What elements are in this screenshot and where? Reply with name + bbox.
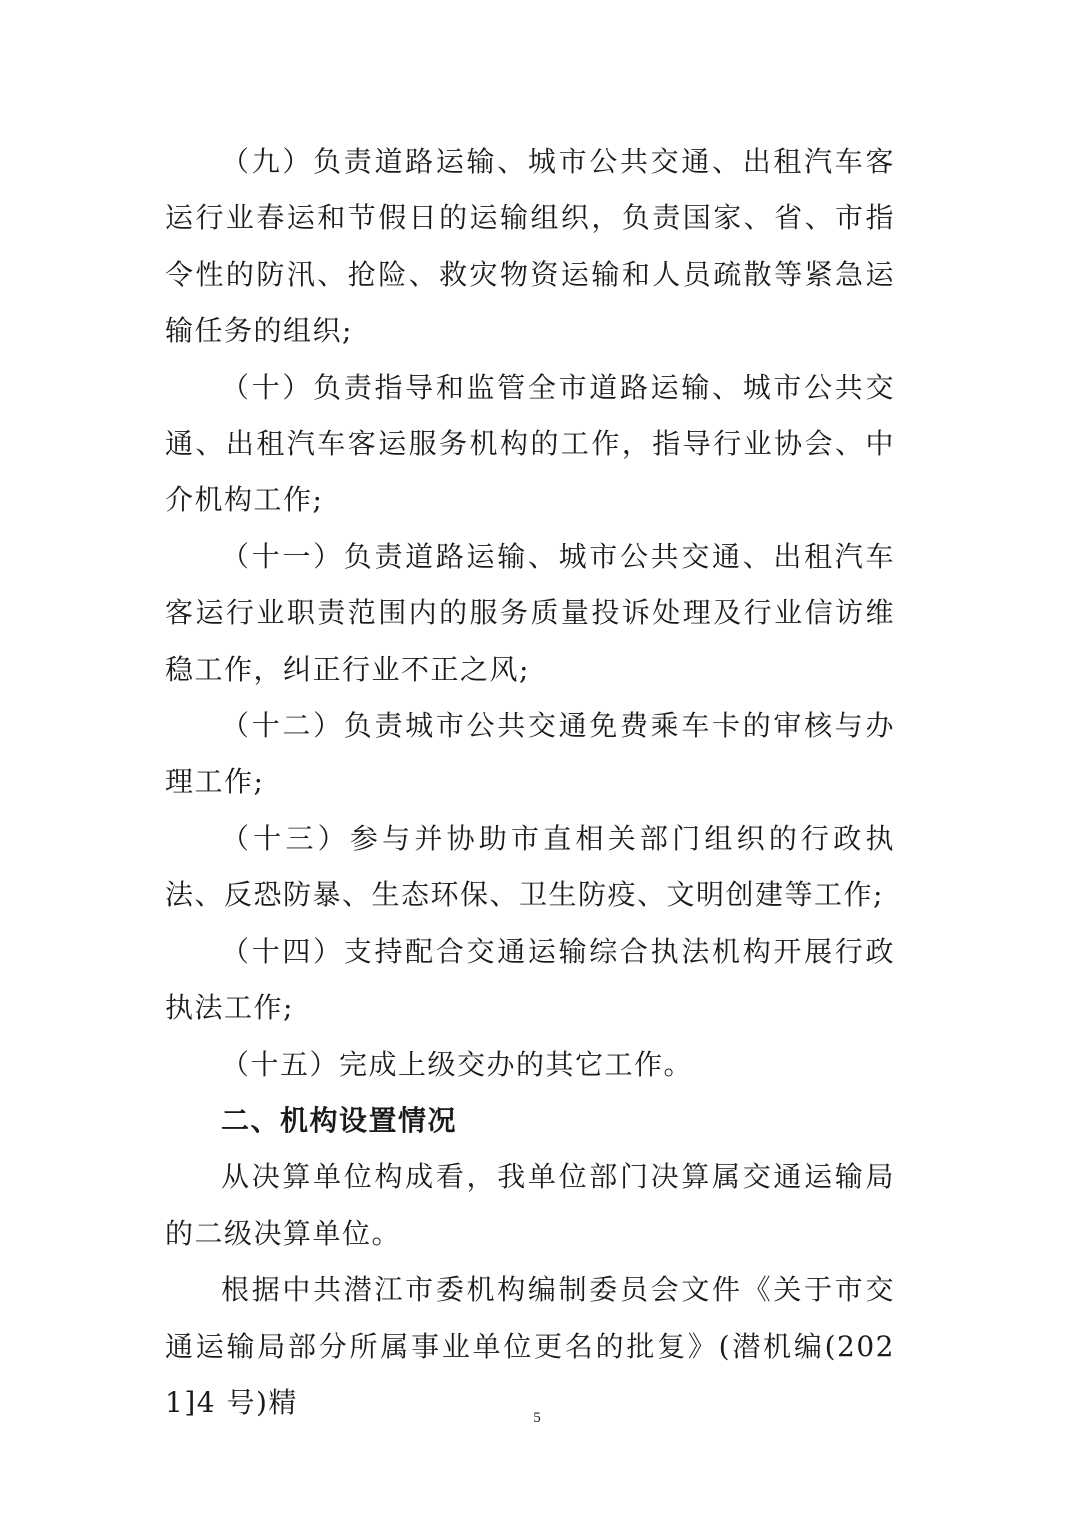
section-heading: 二、机构设置情况	[221, 1103, 458, 1137]
duty-item-9: （九）负责道路运输、城市公共交通、出租汽车客运行业春运和节假日的运输组织，负责国家、省、市指令性的防汛、抢险、救灾物资运输和人员疏散等紧急运输任务的组织;	[165, 145, 895, 348]
duty-item-13: （十三）参与并协助市直相关部门组织的行政执法、反恐防暴、生态环保、卫生防疫、文明创建等工作;	[165, 821, 895, 912]
duty-item-14: （十四）支持配合交通运输综合执法机构开展行政执法工作;	[165, 934, 895, 1025]
duty-item-11: （十一）负责道路运输、城市公共交通、出租汽车客运行业职责范围内的服务质量投诉处理及行业信访维稳工作，纠正行业不正之风;	[165, 539, 895, 686]
page-number: 5	[533, 1410, 541, 1426]
body-text	[165, 134, 895, 1431]
section-paragraph-1: 从决算单位构成看，我单位部门决算属交通运输局的二级决算单位。	[165, 1160, 895, 1250]
section-paragraph-2: 根据中共潜江市委机构编制委员会文件《关于市交通运输局部分所属事业单位更名的批复》(潜机编(2021]4 号)精	[165, 1273, 895, 1419]
duty-item-15: （十五）完成上级交办的其它工作。	[221, 1047, 694, 1081]
duty-item-10: （十）负责指导和监管全市道路运输、城市公共交通、出租汽车客运服务机构的工作，指导行业协会、中介机构工作;	[165, 370, 895, 517]
duty-item-12: （十二）负责城市公共交通免费乘车卡的审核与办理工作;	[165, 709, 895, 799]
